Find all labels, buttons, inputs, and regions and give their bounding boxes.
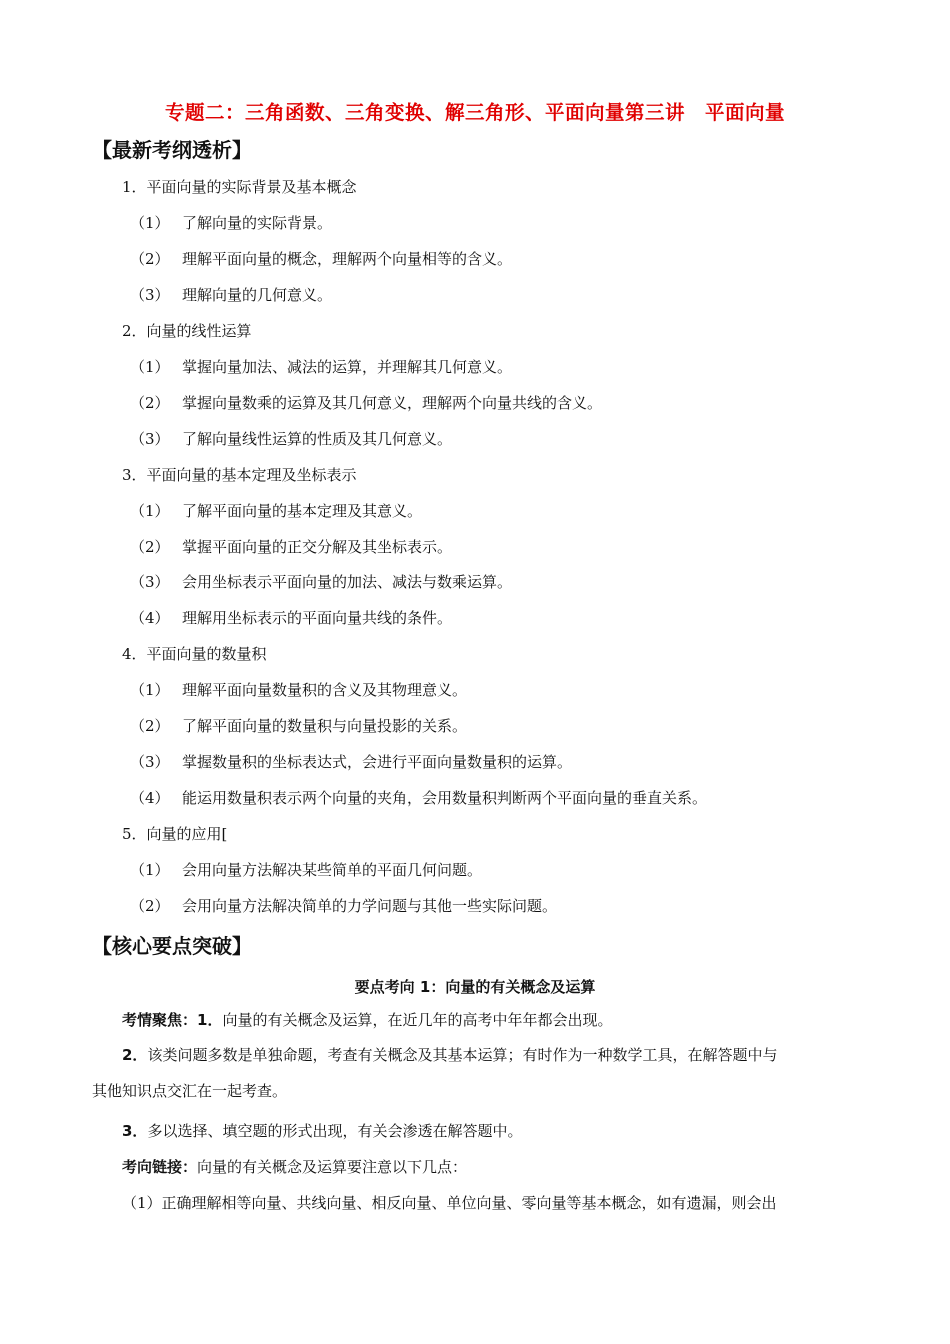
item-text: 掌握平面向量的正交分解及其坐标表示。 [182,538,453,556]
item-text: 了解平面向量的数量积与向量投影的关系。 [182,717,468,735]
item-number: （1） [130,214,170,232]
item-text: 掌握向量加法、减法的运算，并理解其几何意义。 [182,358,513,376]
outline-item [130,537,452,557]
outline-item [130,680,467,700]
item-number: （2） [130,250,170,268]
item-text: 掌握向量数乘的运算及其几何意义，理解两个向量共线的含义。 [182,394,603,412]
outline-topic-1 [122,177,357,197]
label-link: 考向链接： [122,1158,198,1176]
page-title: 专题二：三角函数、三角变换、解三角形、平面向量第三讲 平面向量 [164,101,785,124]
paragraph-focus [122,1010,612,1030]
item-number: （4） [130,789,170,807]
item-number: （1） [130,358,170,376]
item-text: 了解向量的实际背景。 [182,214,333,232]
outline-item [130,608,452,628]
topic-text: 平面向量的实际背景及基本概念 [146,178,357,196]
topic-number: 5． [122,825,147,843]
outline-item [130,860,482,880]
item-text: 理解向量的几何意义。 [182,286,333,304]
paragraph-2 [122,1045,777,1065]
topic-number: 1． [122,178,147,196]
item-number: （2） [130,538,170,556]
topic-text: 平面向量的数量积 [146,645,267,663]
paragraph-number: 1． [197,1011,223,1029]
paragraph-text: 向量的有关概念及运算要注意以下几点： [197,1158,468,1176]
outline-item [130,501,422,521]
outline-item [130,788,707,808]
outline-topic-3 [122,465,357,485]
item-number: （3） [130,286,170,304]
item-text: 了解平面向量的基本定理及其意义。 [182,502,423,520]
item-number: （3） [130,573,170,591]
paragraph-3 [122,1121,522,1141]
outline-item [130,429,452,449]
topic-number: 4． [122,645,147,663]
item-number: （2） [130,717,170,735]
paragraph-link [122,1157,467,1177]
item-number: （4） [130,609,170,627]
topic-number: 2． [122,322,147,340]
topic-number: 3． [122,466,147,484]
item-text: 能运用数量积表示两个向量的夹角，会用数量积判断两个平面向量的垂直关系。 [182,789,708,807]
outline-item [130,285,332,305]
outline-item [130,752,572,772]
outline-item [130,572,512,592]
item-text: 会用向量方法解决简单的力学问题与其他一些实际问题。 [182,897,558,915]
paragraph-number: 3． [122,1122,148,1140]
subsection-heading: 要点考向 1：向量的有关概念及运算 [354,978,596,996]
outline-topic-5 [122,824,227,844]
item-number: （1） [130,861,170,879]
item-number: （3） [130,430,170,448]
paragraph-text: 向量的有关概念及运算，在近几年的高考中年年都会出现。 [222,1011,613,1029]
outline-topic-2 [122,321,252,341]
item-text: 了解向量线性运算的性质及其几何意义。 [182,430,453,448]
topic-text: 平面向量的基本定理及坐标表示 [146,466,357,484]
paragraph-number: 2． [122,1046,148,1064]
label-focus: 考情聚焦： [122,1011,198,1029]
paragraph-5: （1）正确理解相等向量、共线向量、相反向量、单位向量、零向量等基本概念，如有遗漏，则会出 [122,1194,777,1212]
outline-topic-4 [122,644,267,664]
item-text: 理解平面向量的概念，理解两个向量相等的含义。 [182,250,513,268]
outline-item [130,213,332,233]
section-heading-syllabus: 【最新考纲透析】 [92,138,252,162]
item-text: 掌握数量积的坐标表达式，会进行平面向量数量积的运算。 [182,753,573,771]
item-text: 会用向量方法解决某些简单的平面几何问题。 [182,861,483,879]
section-heading-core: 【核心要点突破】 [92,934,252,958]
item-number: （3） [130,753,170,771]
paragraph-2-continued: 其他知识点交汇在一起考查。 [92,1082,288,1100]
item-number: （1） [130,681,170,699]
item-text: 会用坐标表示平面向量的加法、减法与数乘运算。 [182,573,513,591]
outline-item [130,357,512,377]
paragraph-text: 多以选择、填空题的形式出现，有关会渗透在解答题中。 [147,1122,523,1140]
topic-text: 向量的应用[ [146,825,228,843]
item-number: （2） [130,394,170,412]
outline-item [130,249,512,269]
outline-item [130,393,602,413]
item-number: （2） [130,897,170,915]
paragraph-text: 该类问题多数是单独命题，考查有关概念及其基本运算；有时作为一种数学工具，在解答题中与 [147,1046,778,1064]
item-text: 理解用坐标表示的平面向量共线的条件。 [182,609,453,627]
outline-item [130,896,557,916]
item-number: （1） [130,502,170,520]
outline-item [130,716,467,736]
topic-text: 向量的线性运算 [146,322,252,340]
item-text: 理解平面向量数量积的含义及其物理意义。 [182,681,468,699]
